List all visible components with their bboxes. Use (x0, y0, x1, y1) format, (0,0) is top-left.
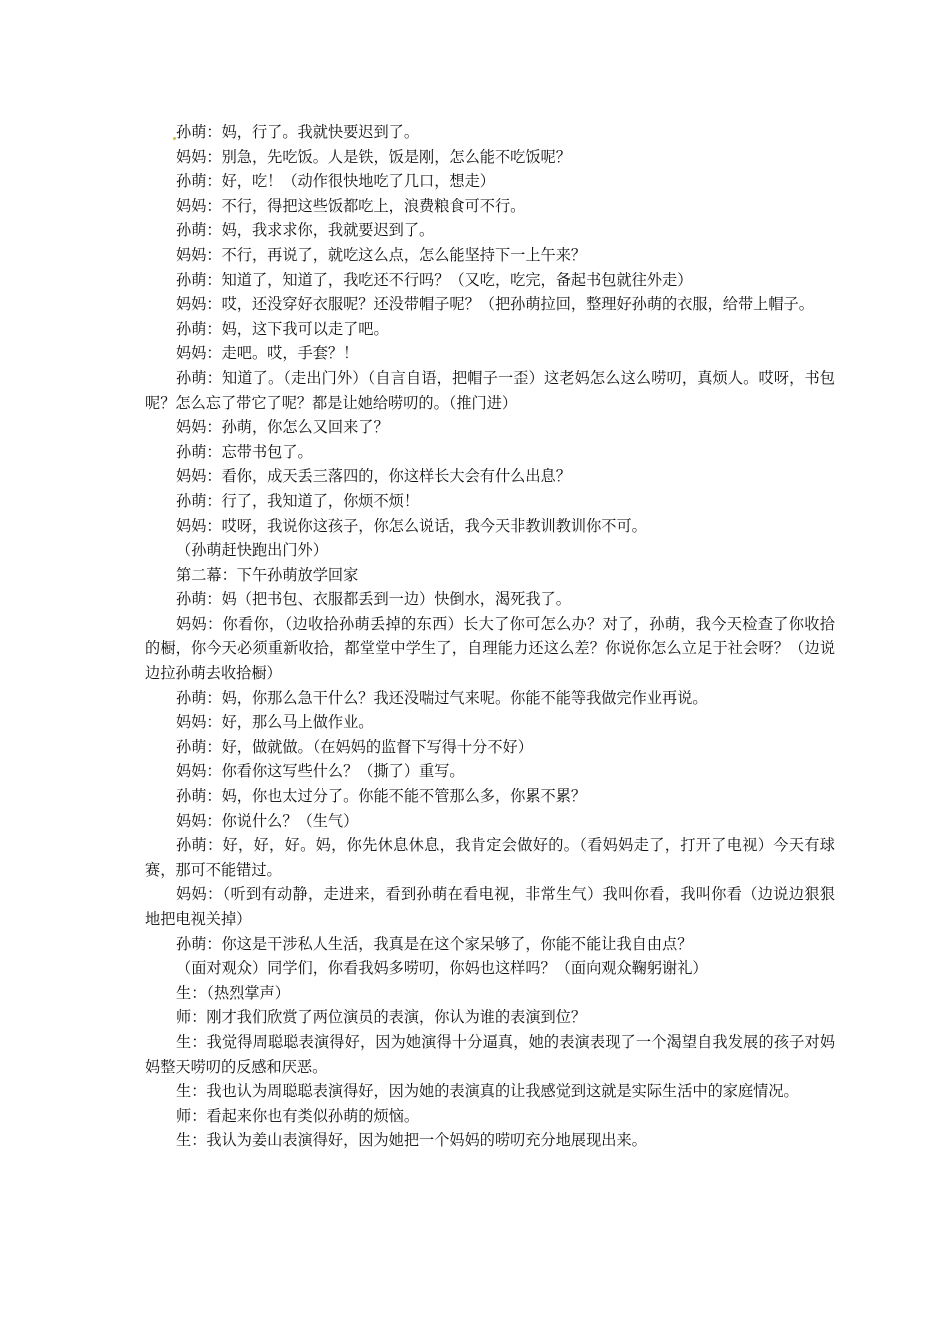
paragraph: 妈妈：不行，得把这些饭都吃上，浪费粮食可不行。 (176, 196, 526, 215)
paragraph-text: 孙萌：妈，行了。我就快要迟到了。 (176, 123, 419, 141)
paragraph: 妈妈：哎，还没穿好衣服呢？还没带帽子呢？（把孙萌拉回，整理好孙萌的衣服，给带上帽子。 (176, 295, 814, 314)
paragraph: 孙萌：知道了。（走出门外）（自言自语，把帽子一歪）这老妈怎么这么唠叨，真烦人。哎呀，书包呢？怎么忘了带它了呢？都是让她给唠叨的。（推门进） (145, 368, 835, 412)
paragraph: 妈妈：好，那么马上做作业。 (176, 713, 374, 732)
paragraph: 妈妈：孙萌，你怎么又回来了？ (176, 418, 389, 437)
document-page (145, 120, 835, 1153)
paragraph: 妈妈：你看你这写些什么？（撕了）重写。 (176, 762, 465, 781)
paragraph: 孙萌：好，吃！（动作很快地吃了几口，想走） (176, 172, 495, 191)
paragraph: （面对观众）同学们，你看我妈多唠叨，你妈也这样吗？（面向观众鞠躬谢礼） (176, 959, 708, 978)
paragraph: 孙萌：妈（把书包、衣服都丢到一边）快倒水，渴死我了。 (176, 590, 571, 609)
paragraph: 师：刚才我们欣赏了两位演员的表演，你认为谁的表演到位？ (176, 1008, 587, 1027)
paragraph: 孙萌：妈，你那么急干什么？我还没喘过气来呢。你能不能等我做完作业再说。 (176, 688, 708, 707)
paragraph: 孙萌：你这是干涉私人生活，我真是在这个家呆够了，你能不能让我自由点？ (176, 934, 693, 953)
marker-dot-icon (173, 137, 176, 140)
paragraph: 妈妈：（听到有动静，走进来，看到孙萌在看电视，非常生气）我叫你看，我叫你看（边说边狠狠地把电视关掉） (145, 885, 835, 928)
paragraph: 妈妈：你看你，（边收拾孙萌丢掉的东西）长大了你可怎么办？对了，孙萌，我今天检查了你收拾的橱，你今天必须重新收拾，都堂堂中学生了，自理能力还这么差？你说你怎么立足于社会呀？（边说边拉孙萌去收拾橱） (145, 614, 835, 683)
stage-direction: （孙萌赶快跑出门外） (176, 541, 328, 560)
paragraph (145, 120, 835, 145)
paragraph: 孙萌：妈，这下我可以走了吧。 (176, 319, 389, 338)
paragraph: 生：我认为姜山表演得好，因为她把一个妈妈的唠叨充分地展现出来。 (176, 1131, 647, 1150)
paragraph: 生：（热烈掌声） (176, 983, 290, 1002)
scene-heading: 第二幕：下午孙萌放学回家 (176, 565, 359, 584)
paragraph: 妈妈：走吧。哎，手套？！ (176, 344, 359, 363)
paragraph: 师：看起来你也有类似孙萌的烦恼。 (176, 1106, 419, 1125)
paragraph: 生：我觉得周聪聪表演得好，因为她演得十分逼真，她的表演表现了一个渴望自我发展的孩子对妈妈整天唠叨的反感和厌恶。 (145, 1032, 835, 1076)
paragraph: 孙萌：妈，你也太过分了。你能不能不管那么多，你累不累？ (176, 787, 587, 806)
paragraph: 生：我也认为周聪聪表演得好，因为她的表演真的让我感觉到这就是实际生活中的家庭情况。 (176, 1082, 799, 1101)
paragraph: 妈妈：别急，先吃饭。人是铁，饭是刚，怎么能不吃饭呢？ (176, 147, 571, 166)
paragraph: 孙萌：行了，我知道了，你烦不烦！ (176, 491, 419, 510)
paragraph: 孙萌：好，好，好。妈，你先休息休息，我肯定会做好的。（看妈妈走了，打开了电视）今天有球赛，那可不能错过。 (145, 836, 835, 879)
paragraph: 妈妈：看你，成天丢三落四的，你这样长大会有什么出息？ (176, 467, 571, 486)
paragraph: 孙萌：妈，我求求你，我就要迟到了。 (176, 221, 435, 240)
paragraph: 妈妈：哎呀，我说你这孩子，你怎么说话，我今天非教训教训你不可。 (176, 516, 647, 535)
paragraph: 孙萌：忘带书包了。 (176, 442, 313, 461)
paragraph: 孙萌：好，做就做。（在妈妈的监督下写得十分不好） (176, 737, 533, 756)
paragraph: 孙萌：知道了，知道了，我吃还不行吗？（又吃，吃完，备起书包就往外走） (176, 270, 693, 289)
paragraph: 妈妈：不行，再说了，就吃这么点，怎么能坚持下一上午来？ (176, 245, 587, 264)
paragraph: 妈妈：你说什么？（生气） (176, 811, 359, 830)
